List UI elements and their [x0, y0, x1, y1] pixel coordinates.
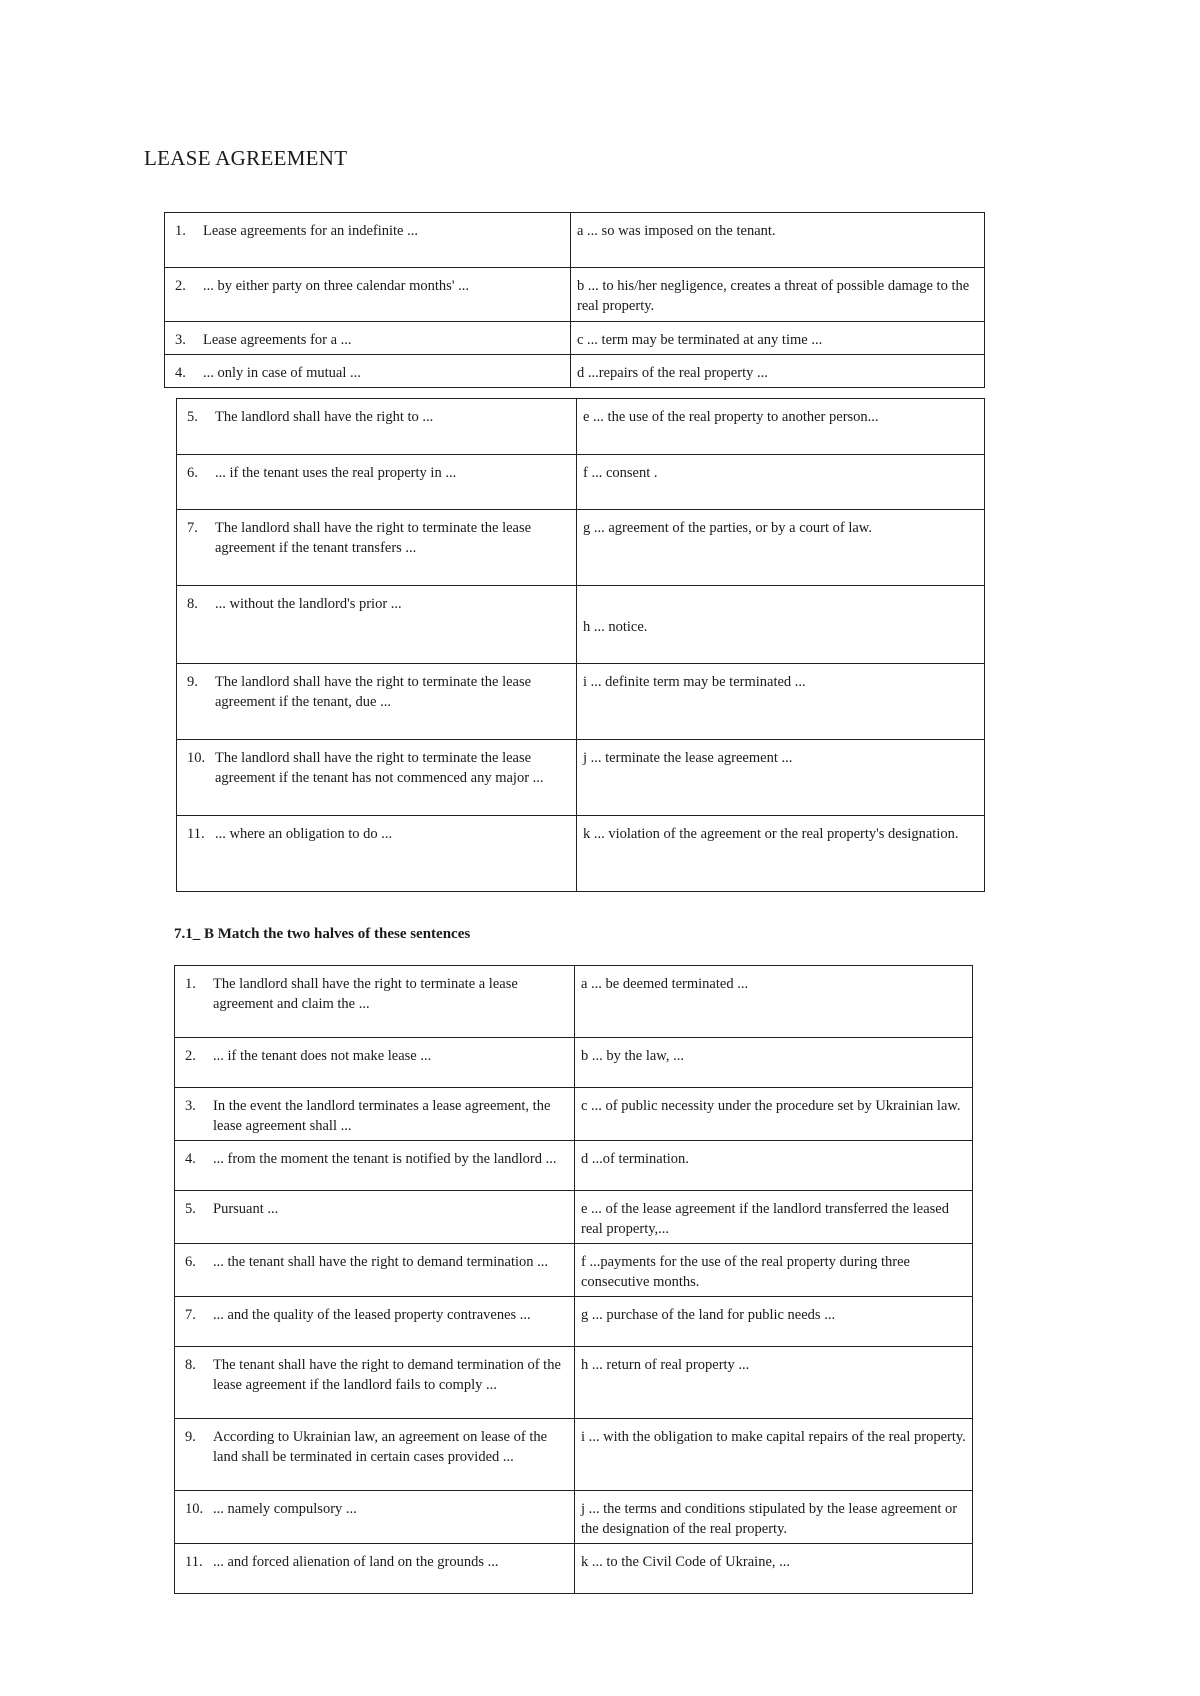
table-row: [175, 1191, 973, 1244]
matching-table-a-part-2: [176, 398, 985, 892]
table-row: [177, 816, 985, 892]
sentence-end: k ... violation of the agreement or the real property's designation.: [577, 816, 985, 892]
sentence-start: The landlord shall have the right to terminate the lease agreement if the tenant, due ...: [215, 674, 532, 710]
table-row: [175, 1347, 973, 1419]
sentence-start: In the event the landlord terminates a lease agreement, the lease agreement shall ...: [213, 1098, 551, 1134]
item-number: 10.: [185, 1501, 204, 1517]
sentence-end: j ... the terms and conditions stipulated by the lease agreement or the designation of the real property.: [575, 1491, 973, 1544]
item-number: 5.: [185, 1201, 196, 1217]
table-row: [177, 510, 985, 586]
table-row: [175, 1297, 973, 1347]
sentence-start: Lease agreements for an indefinite ...: [203, 223, 418, 239]
table-row: [175, 1088, 973, 1141]
sentence-start: According to Ukrainian law, an agreement on lease of the land shall be terminated in certain cases provided ...: [213, 1429, 548, 1465]
sentence-start: ... where an obligation to do ...: [215, 826, 393, 842]
sentence-start: The landlord shall have the right to terminate the lease agreement if the tenant transfers ...: [215, 520, 532, 556]
sentence-end: d ...repairs of the real property ...: [571, 355, 985, 388]
item-number: 4.: [175, 365, 186, 381]
sentence-start: ... by either party on three calendar months' ...: [203, 278, 469, 294]
sentence-start: ... and forced alienation of land on the grounds ...: [213, 1554, 499, 1570]
sentence-start: ... the tenant shall have the right to demand termination ...: [213, 1254, 549, 1270]
item-number: 3.: [175, 332, 186, 348]
table-row: [165, 355, 985, 388]
item-number: 4.: [185, 1151, 196, 1167]
item-number: 9.: [187, 674, 198, 690]
sentence-start: ... if the tenant uses the real property in ...: [215, 465, 457, 481]
sentence-end: g ... agreement of the parties, or by a court of law.: [577, 510, 985, 586]
sentence-end: d ...of termination.: [575, 1141, 973, 1191]
sentence-start: ... and the quality of the leased property contravenes ...: [213, 1307, 531, 1323]
item-number: 2.: [185, 1048, 196, 1064]
sentence-end: i ... with the obligation to make capital repairs of the real property.: [575, 1419, 973, 1491]
sentence-start: The tenant shall have the right to demand termination of the lease agreement if the landlord fails to comply ...: [213, 1357, 561, 1393]
item-number: 6.: [185, 1254, 196, 1270]
sentence-end: c ... of public necessity under the procedure set by Ukrainian law.: [575, 1088, 973, 1141]
table-row: [177, 740, 985, 816]
item-number: 8.: [187, 596, 198, 612]
item-number: 11.: [187, 826, 205, 842]
sentence-end: h ... return of real property ...: [575, 1347, 973, 1419]
sentence-end: i ... definite term may be terminated ...: [577, 664, 985, 740]
table-row: [175, 1038, 973, 1088]
item-number: 8.: [185, 1357, 196, 1373]
sentence-end: a ... be deemed terminated ...: [575, 966, 973, 1038]
page-title: LEASE AGREEMENT: [144, 146, 348, 170]
sentence-end: f ... consent .: [577, 455, 985, 510]
table-row: [175, 1419, 973, 1491]
sentence-end: f ...payments for the use of the real property during three consecutive months.: [575, 1244, 973, 1297]
item-number: 3.: [185, 1098, 196, 1114]
sentence-end: e ... of the lease agreement if the landlord transferred the leased real property,...: [575, 1191, 973, 1244]
sentence-start: ... if the tenant does not make lease ...: [213, 1048, 432, 1064]
table-row: [175, 1141, 973, 1191]
item-number: 5.: [187, 409, 198, 425]
sentence-end: h ... notice.: [577, 586, 985, 664]
item-number: 1.: [185, 976, 196, 992]
sentence-end: e ... the use of the real property to another person...: [577, 399, 985, 455]
sentence-start: Lease agreements for a ...: [203, 332, 352, 348]
table-row: [165, 322, 985, 355]
sentence-start: ... from the moment the tenant is notified by the landlord ...: [213, 1151, 557, 1167]
sentence-start: Pursuant ...: [213, 1201, 279, 1217]
table-row: [165, 213, 985, 268]
table-row: [177, 399, 985, 455]
sentence-end: j ... terminate the lease agreement ...: [577, 740, 985, 816]
table-row: [177, 664, 985, 740]
table-row: [177, 455, 985, 510]
sentence-start: The landlord shall have the right to ...: [215, 409, 434, 425]
sentence-end: c ... term may be terminated at any time ...: [571, 322, 985, 355]
sentence-end: a ... so was imposed on the tenant.: [571, 213, 985, 268]
sentence-start: The landlord shall have the right to terminate a lease agreement and claim the ...: [213, 976, 518, 1012]
table-row: [175, 1244, 973, 1297]
sentence-end: b ... by the law, ...: [575, 1038, 973, 1088]
item-number: 11.: [185, 1554, 203, 1570]
matching-table-a-part-1: [164, 212, 985, 388]
exercise-heading: 7.1_ B Match the two halves of these sentences: [174, 926, 471, 942]
item-number: 10.: [187, 750, 206, 766]
table-row: [175, 966, 973, 1038]
sentence-start: ... namely compulsory ...: [213, 1501, 357, 1517]
sentence-start: ... without the landlord's prior ...: [215, 596, 402, 612]
table-row: [175, 1491, 973, 1544]
sentence-start: ... only in case of mutual ...: [203, 365, 361, 381]
item-number: 6.: [187, 465, 198, 481]
matching-table-b: [174, 965, 973, 1594]
sentence-end: b ... to his/her negligence, creates a threat of possible damage to the real property.: [571, 268, 985, 322]
item-number: 2.: [175, 278, 186, 294]
item-number: 1.: [175, 223, 186, 239]
table-row: [177, 586, 985, 664]
table-row: [165, 268, 985, 322]
item-number: 9.: [185, 1429, 196, 1445]
sentence-end: k ... to the Civil Code of Ukraine, ...: [575, 1544, 973, 1594]
table-row: [175, 1544, 973, 1594]
sentence-end: g ... purchase of the land for public needs ...: [575, 1297, 973, 1347]
item-number: 7.: [185, 1307, 196, 1323]
sentence-start: The landlord shall have the right to terminate the lease agreement if the tenant has not commenced any major ...: [215, 750, 544, 786]
item-number: 7.: [187, 520, 198, 536]
